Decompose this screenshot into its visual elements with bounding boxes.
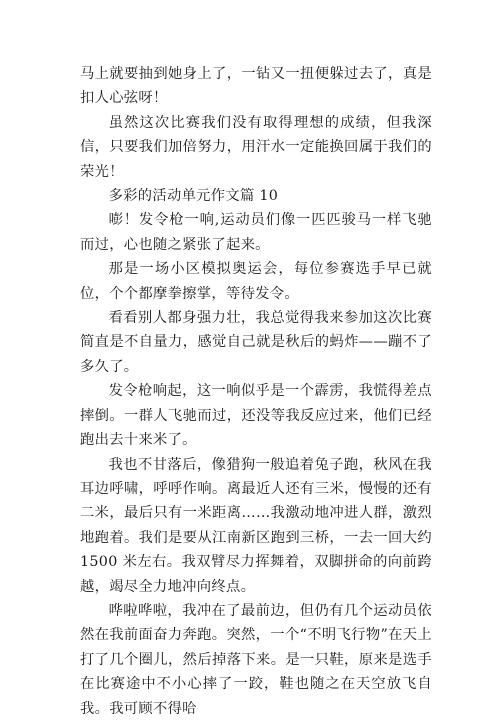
paragraph-3: 嘭！发令枪一响,运动员们像一匹匹骏马一样飞驰而过，心也随之紧张了起来。 — [80, 212, 432, 253]
document-body — [80, 62, 432, 721]
paragraph-2: 虽然这次比赛我们没有取得理想的成绩，但我深信，只要我们加倍努力，用汗水一定能换回属于我们的荣光！ — [80, 114, 432, 180]
paragraph-1: 马上就要抽到她身上了，一钻又一扭便躲过去了，真是扣人心弦呀！ — [80, 66, 432, 107]
paragraph-4: 那是一场小区模拟奥运会，每位参赛选手早已就位，个个都摩拳擦掌，等待发令。 — [80, 261, 432, 302]
paragraph-8: 哗啦哗啦，我冲在了最前边，但仍有几个运动员依然在我前面奋力奔跑。突然，一个“不明飞行物”在天上打了几个圈儿，然后掉落下来。是一只鞋，原来是选手在比赛途中不小心摔了一跤，鞋也随之在天空放飞自我。我可顾不得哈 — [80, 602, 432, 717]
paragraph-5: 看看别人都身强力壮，我总觉得我来参加这次比赛简直是不自量力，感觉自己就是秋后的蚂炸——蹦不了多久了。 — [80, 310, 432, 375]
paragraph-6: 发令枪响起，这一响似乎是一个霹雳，我慌得差点摔倒。一群人飞驰而过，还没等我反应过来，他们已经跑出去十来米了。 — [80, 383, 432, 449]
section-heading: 多彩的活动单元作文篇 10 — [108, 188, 279, 205]
paragraph-7: 我也不甘落后，像猎狗一般追着兔子跑，秋风在我耳边呼啸，呼呼作响。离最近人还有三米，慢慢的还有二米，最后只有一米距离……我激动地冲进人群，激烈地跑着。我们是要从江南新区跑到三桥，一去一回大约 1500 米左右。我双臂尽力挥舞着，双脚拼命的向前跨越，竭尽全力地冲向终点。 — [80, 456, 432, 595]
